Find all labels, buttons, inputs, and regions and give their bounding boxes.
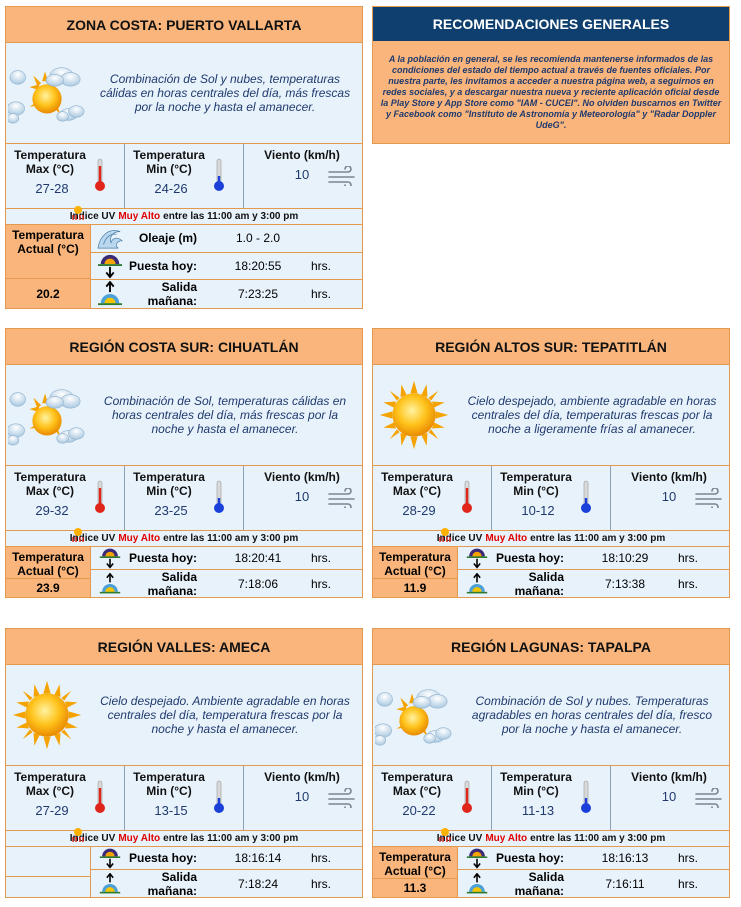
- temp-min-value: 23-25: [154, 503, 188, 518]
- uv-level: Muy Alto: [118, 211, 161, 222]
- region-card-puerto-vallarta: [5, 6, 363, 309]
- uv-sun-icon: [70, 205, 86, 221]
- sunset-time: 18:10:29: [601, 551, 649, 565]
- region-title: REGIÓN ALTOS SUR: TEPATITLÁN: [373, 329, 729, 365]
- temp-min-label: Temperatura Min (°C): [500, 770, 572, 798]
- sunset-row: Puesta hoy: 18:20:55 hrs.: [91, 253, 362, 281]
- sunset-label: Puesta hoy:: [128, 551, 197, 565]
- wind-label: Viento (km/h): [264, 148, 340, 162]
- wind-value: 10: [294, 789, 310, 804]
- sunset-row: Puesta hoy: 18:16:13 hrs.: [458, 847, 729, 870]
- region-card-ameca: [5, 628, 363, 898]
- actual-temp-value: 11.3: [373, 879, 457, 897]
- sunrise-label: Salida mañana:: [514, 570, 564, 598]
- actual-temp-label: Temperatura Actual (°C): [6, 225, 90, 279]
- thermometer-hot-icon: [94, 480, 106, 514]
- uv-level: Muy Alto: [118, 533, 161, 544]
- region-title: ZONA COSTA: PUERTO VALLARTA: [6, 7, 362, 43]
- actual-temp-value: [6, 877, 90, 897]
- sunset-label: Puesta hoy:: [128, 258, 197, 273]
- waves-value: 1.0 - 2.0: [235, 231, 281, 246]
- sunset-time: 18:20:41: [234, 551, 282, 565]
- sunset-row: Puesta hoy: 18:16:14 hrs.: [91, 847, 362, 870]
- sunrise-label: Salida mañana:: [147, 570, 197, 598]
- actual-temp-value: 20.2: [6, 279, 90, 308]
- sunrise-label: Salida mañana:: [147, 280, 197, 308]
- thermometer-hot-icon: [461, 480, 473, 514]
- wave-icon: [96, 226, 124, 250]
- temp-min-value: 24-26: [154, 181, 188, 196]
- recommendations-panel: [372, 6, 730, 144]
- wind-icon: [328, 488, 358, 508]
- sunset-time: 18:20:55: [234, 258, 282, 273]
- uv-index-bar: Indice UV Muy Alto entre las 11:00 am y 3:00 pm: [373, 831, 729, 847]
- forecast-description: Combinación de Sol, temperaturas cálidas en horas centrales del día, más frescas por la noche y hasta el amanecer.: [103, 394, 347, 436]
- wind-value: 10: [661, 789, 677, 804]
- region-card-cihuatlan: [5, 328, 363, 598]
- sunset-label: Puesta hoy:: [495, 851, 564, 865]
- sunrise-label: Salida mañana:: [514, 870, 564, 898]
- actual-temp-label: Temperatura Actual (°C): [6, 547, 90, 579]
- actual-temp-box: [6, 225, 91, 308]
- temp-min-label: Temperatura Min (°C): [133, 148, 205, 176]
- wind-value: 10: [294, 489, 310, 504]
- actual-temp-box: [373, 847, 458, 897]
- sunset-row: Puesta hoy: 18:10:29 hrs.: [458, 547, 729, 570]
- sunset-icon: [465, 847, 489, 869]
- thermometer-cold-icon: [213, 780, 225, 814]
- thermometer-hot-icon: [461, 780, 473, 814]
- sunset-label: Puesta hoy:: [495, 551, 564, 565]
- sunrise-row: Salida mañana: 7:16:11 hrs.: [458, 870, 729, 898]
- thermometer-cold-icon: [213, 158, 225, 192]
- sunrise-row: Salida mañana: 7:18:06 hrs.: [91, 570, 362, 598]
- temp-max-value: 20-22: [402, 803, 436, 818]
- wind-icon: [695, 788, 725, 808]
- temp-min-value: 13-15: [154, 803, 188, 818]
- temp-min-value: 11-13: [521, 803, 555, 818]
- thermometer-hot-icon: [94, 158, 106, 192]
- sun-icon: [375, 379, 453, 451]
- forecast-description: Combinación de Sol y nubes, temperaturas cálidas en horas centrales del día, más frescas por la noche y hasta el amanecer.: [99, 72, 351, 114]
- wind-label: Viento (km/h): [264, 770, 340, 784]
- sun-cloud-icon: [8, 57, 86, 129]
- region-card-tapalpa: [372, 628, 730, 898]
- sunrise-time: 7:16:11: [605, 877, 645, 891]
- wind-icon: [328, 788, 358, 808]
- wind-icon: [695, 488, 725, 508]
- sunset-label: Puesta hoy:: [128, 851, 197, 865]
- forecast-description: Cielo despejado. Ambiente agradable en horas centrales del día, temperatura frescas por la noche y hasta el amanecer.: [100, 694, 350, 736]
- sunset-row: Puesta hoy: 18:20:41 hrs.: [91, 547, 362, 570]
- thermometer-hot-icon: [94, 780, 106, 814]
- region-title: REGIÓN LAGUNAS: TAPALPA: [373, 629, 729, 665]
- sunset-time: 18:16:14: [234, 851, 282, 865]
- region-title: REGIÓN VALLES: AMECA: [6, 629, 362, 665]
- sunrise-time: 7:18:24: [237, 877, 279, 891]
- actual-temp-label: Temperatura Actual (°C): [373, 547, 457, 579]
- recommendations-title: RECOMENDACIONES GENERALES: [373, 7, 729, 41]
- wind-value: 10: [661, 489, 677, 504]
- sunrise-icon: [98, 573, 122, 595]
- sunrise-time: 7:23:25: [237, 287, 279, 301]
- temp-min-label: Temperatura Min (°C): [133, 470, 205, 498]
- uv-level: Muy Alto: [118, 833, 161, 844]
- sunrise-row: Salida mañana: 7:18:24 hrs.: [91, 870, 362, 898]
- temp-max-label: Temperatura Max (°C): [381, 770, 453, 798]
- sunset-icon: [98, 547, 122, 569]
- sunrise-icon: [98, 281, 122, 307]
- sunrise-time: 7:13:38: [604, 577, 646, 591]
- sunrise-row: Salida mañana: 7:13:38 hrs.: [458, 570, 729, 598]
- temp-max-value: 27-28: [35, 181, 69, 196]
- sunrise-row: Salida mañana: 7:23:25 hrs.: [91, 280, 362, 308]
- actual-temp-box: [6, 847, 91, 897]
- uv-index-bar: Indice UV Muy Alto entre las 11:00 am y 3:00 pm: [6, 831, 362, 847]
- region-card-tepatitlan: [372, 328, 730, 598]
- forecast-description: Combinación de Sol y nubes. Temperaturas agradables en horas centrales del día, fresco por la noche y hasta el amanecer.: [471, 694, 713, 736]
- temp-max-label: Temperatura Max (°C): [14, 470, 86, 498]
- uv-index-bar: Indice UV Muy Alto entre las 11:00 am y 3:00 pm: [6, 209, 362, 225]
- temp-min-label: Temperatura Min (°C): [133, 770, 205, 798]
- actual-temp-label: Temperatura Actual (°C): [373, 847, 457, 879]
- actual-temp-value: 11.9: [373, 579, 457, 597]
- sunset-icon: [98, 253, 122, 279]
- uv-sun-icon: [70, 527, 86, 543]
- actual-temp-value: 23.9: [6, 579, 90, 597]
- wind-label: Viento (km/h): [631, 770, 707, 784]
- temp-max-value: 27-29: [35, 803, 69, 818]
- uv-level: Muy Alto: [485, 533, 528, 544]
- region-title: REGIÓN COSTA SUR: CIHUATLÁN: [6, 329, 362, 365]
- temp-max-label: Temperatura Max (°C): [14, 148, 86, 176]
- sun-icon: [8, 679, 86, 751]
- sun-cloud-icon: [8, 379, 86, 451]
- thermometer-cold-icon: [580, 480, 592, 514]
- uv-index-bar: Indice UV Muy Alto entre las 11:00 am y 3:00 pm: [373, 531, 729, 547]
- actual-temp-box: [373, 547, 458, 597]
- sunrise-icon: [98, 873, 122, 895]
- temp-max-value: 29-32: [35, 503, 69, 518]
- wind-icon: [328, 166, 358, 186]
- uv-level: Muy Alto: [485, 833, 528, 844]
- sunrise-icon: [465, 573, 489, 595]
- sunset-time: 18:16:13: [601, 851, 649, 865]
- temp-min-value: 10-12: [521, 503, 555, 518]
- temp-max-label: Temperatura Max (°C): [14, 770, 86, 798]
- uv-index-bar: Indice UV Muy Alto entre las 11:00 am y 3:00 pm: [6, 531, 362, 547]
- uv-sun-icon: [437, 827, 453, 843]
- sunrise-icon: [465, 873, 489, 895]
- sun-cloud-icon: [375, 679, 453, 751]
- uv-sun-icon: [437, 527, 453, 543]
- waves-row: [91, 225, 362, 253]
- actual-temp-box: [6, 547, 91, 597]
- sunset-icon: [465, 547, 489, 569]
- temp-max-label: Temperatura Max (°C): [381, 470, 453, 498]
- wind-value: 10: [294, 167, 310, 182]
- temp-max-value: 28-29: [402, 503, 436, 518]
- recommendations-text: A la población en general, se les recomienda mantenerse informados de las condiciones del estado del tiempo actual a través de fuentes oficiales. Por nuestra parte, les invitamos a acceder a nuestra página web, a seguirnos en redes sociales, y a descargar nuestra nueva y reciente aplicación oficial desde la Play Store y App Store como "IAM - CUCEI". No olviden buscarnos en Twitter y Facebook como "Instituto de Astronomía y Meteorología" y "Radar Doppler UdeG".: [380, 54, 722, 130]
- forecast-description: Cielo despejado, ambiente agradable en horas centrales del día, temperaturas frescas por la noche a ligeramente frías al amanecer.: [467, 394, 717, 436]
- uv-sun-icon: [70, 827, 86, 843]
- waves-label: Oleaje (m): [138, 231, 197, 246]
- thermometer-cold-icon: [580, 780, 592, 814]
- wind-label: Viento (km/h): [264, 470, 340, 484]
- sunset-icon: [98, 847, 122, 869]
- sunrise-label: Salida mañana:: [147, 870, 197, 898]
- thermometer-cold-icon: [213, 480, 225, 514]
- temp-min-label: Temperatura Min (°C): [500, 470, 572, 498]
- wind-label: Viento (km/h): [631, 470, 707, 484]
- sunrise-time: 7:18:06: [237, 577, 279, 591]
